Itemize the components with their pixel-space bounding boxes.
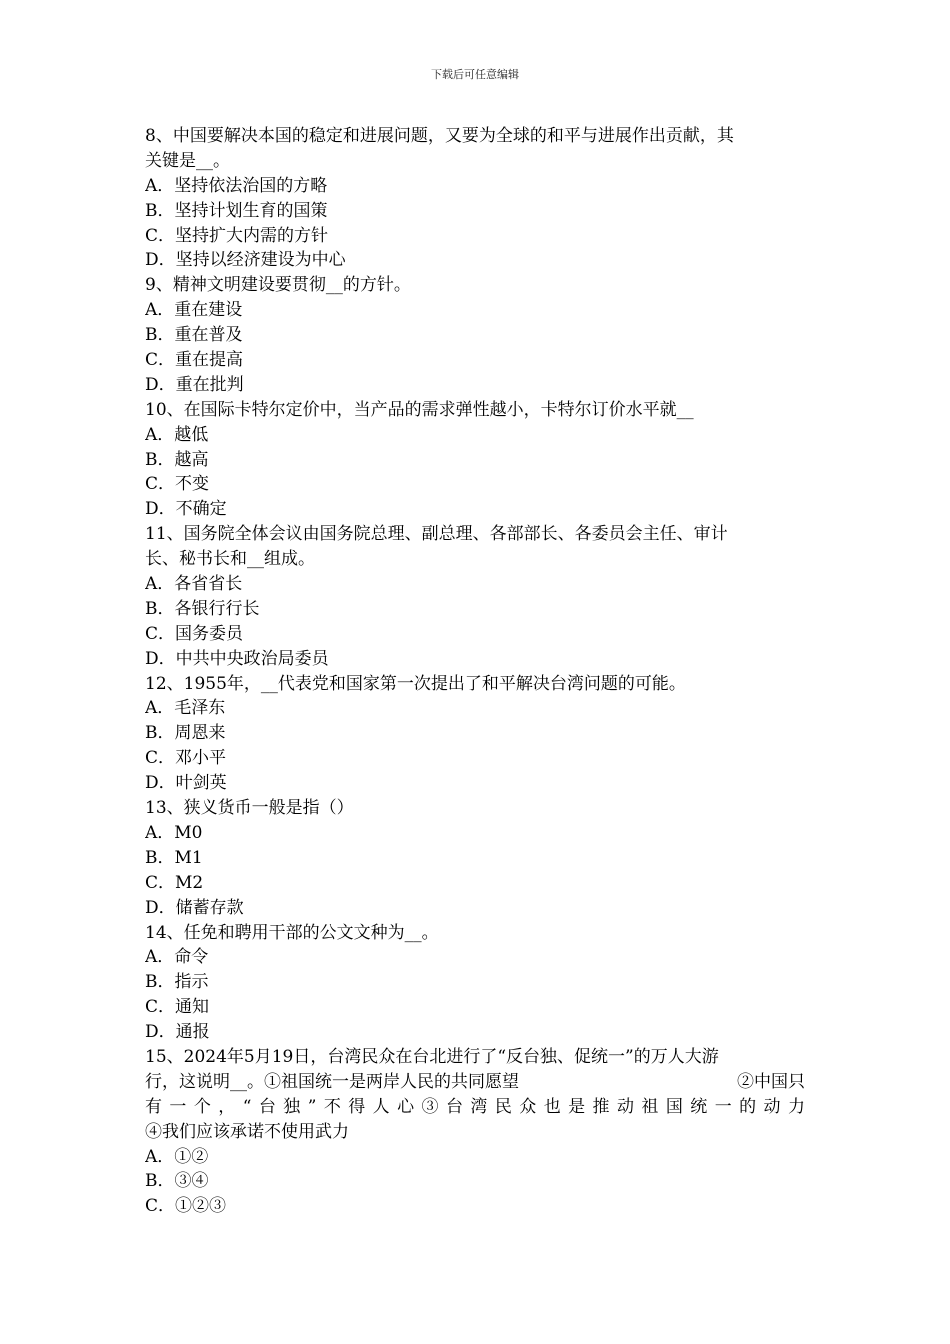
option-c: C．邓小平 [145,748,227,769]
question-8 [145,124,805,273]
option-b: B．坚持计划生育的国策 [145,200,328,221]
question-stem-line: 15、2024年5月19日，台湾民众在台北进行了“反台独、促统一”的万人大游 [145,1046,719,1067]
option-a: A．重在建设 [145,300,243,321]
question-stem-line: 10、在国际卡特尔定价中，当产品的需求弹性越小，卡特尔订价水平就__ [145,399,694,420]
option-b: B．周恩来 [145,723,226,744]
question-stem-line: 14、任免和聘用干部的公文文种为__。 [145,922,439,943]
question-stem-line: 关键是__。 [145,150,230,171]
option-d: D．不确定 [145,499,227,520]
option-b: B．③④ [145,1171,209,1192]
option-b: B．M1 [145,847,203,868]
option-b: B．越高 [145,449,209,470]
option-d: D．通报 [145,1022,210,1043]
question-stem-line: 有一个，“台独”不得人心③台湾民众也是推动祖国统一的动力 [145,1096,805,1117]
option-a: A．坚持依法治国的方略 [145,175,328,196]
question-stem-line: 13、狭义货币一般是指（） [145,798,354,819]
option-a: A．M0 [145,822,203,843]
page-header: 下载后可任意编辑 [431,68,519,81]
option-d: D．中共中央政治局委员 [145,648,329,669]
question-9 [145,273,805,397]
option-d: D．重在批判 [145,374,244,395]
option-a: A．命令 [145,947,209,968]
option-c: C．不变 [145,474,210,495]
option-c: C．坚持扩大内需的方针 [145,225,329,246]
option-c: C．M2 [145,872,204,893]
option-a: A．①② [145,1146,209,1167]
option-d: D．叶剑英 [145,773,227,794]
question-stem-line: ④我们应该承诺不使用武力 [145,1121,349,1142]
question-13 [145,796,805,920]
option-b: B．各银行行长 [145,598,260,619]
question-stem-line: 9、精神文明建设要贯彻__的方针。 [145,275,411,296]
stem-line-left: 行，这说明__。①祖国统一是两岸人民的共同愿望 [145,1071,519,1092]
option-c: C．通知 [145,997,210,1018]
question-10 [145,398,805,522]
option-a: A．毛泽东 [145,698,226,719]
option-b: B．指示 [145,972,209,993]
question-stem-line: 12、1955年，__代表党和国家第一次提出了和平解决台湾问题的可能。 [145,673,686,694]
question-stem-line: 长、秘书长和__组成。 [145,549,315,570]
option-d: D．坚持以经济建设为中心 [145,250,346,271]
option-a: A．各省省长 [145,574,243,595]
option-d: D．储蓄存款 [145,897,244,918]
question-14 [145,921,805,1045]
option-c: C．国务委员 [145,623,244,644]
question-stem-line: 11、国务院全体会议由国务院总理、副总理、各部部长、各委员会主任、审计 [145,524,728,545]
option-c: C．重在提高 [145,350,244,371]
document-body [145,124,805,1219]
question-stem-line: 8、中国要解决本国的稳定和进展问题，又要为全球的和平与进展作出贡献，其 [145,126,734,146]
stem-line-right: ②中国只 [737,1071,805,1092]
question-11 [145,522,805,671]
option-b: B．重在普及 [145,325,243,346]
question-12 [145,672,805,796]
option-c: C．①②③ [145,1196,227,1217]
question-15 [145,1045,805,1219]
option-a: A．越低 [145,424,209,445]
question-stem-line [145,1070,805,1095]
